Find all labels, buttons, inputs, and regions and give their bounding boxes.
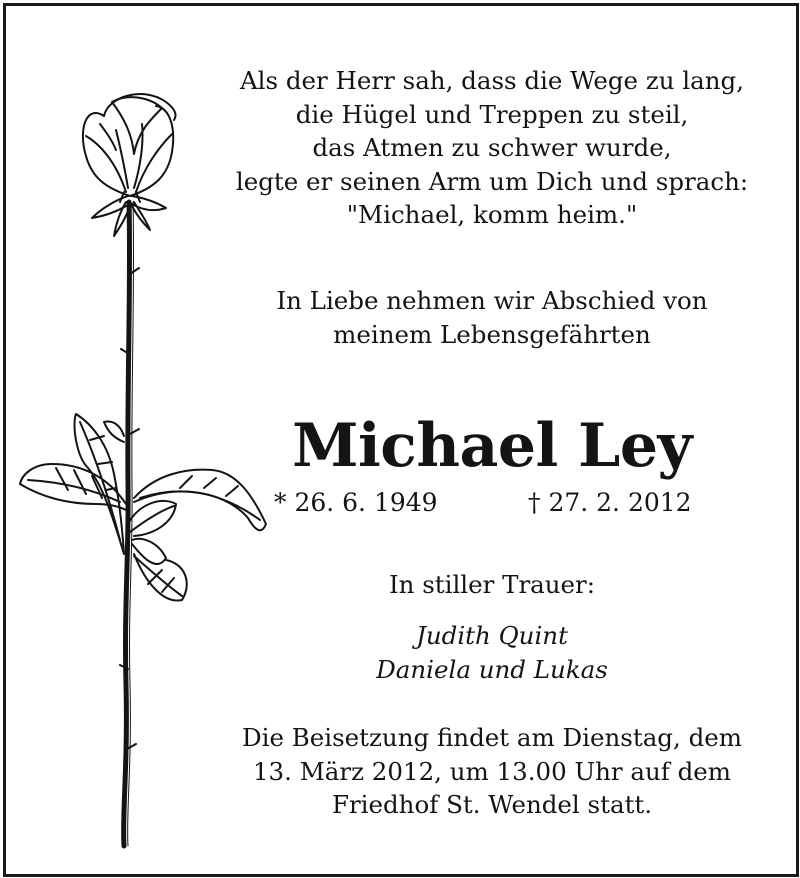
poem-line: legte er seinen Arm um Dich und sprach: [235,166,749,196]
farewell-intro [222,284,762,351]
poem [222,64,762,232]
funeral-line: Die Beisetzung findet am Dienstag, dem [242,723,742,752]
mourner-name: Daniela und Lukas [376,654,608,684]
deceased-name: Michael Ley [292,411,692,481]
mourner-name: Judith Quint [416,621,568,650]
poem-line: die Hügel und Treppen zu steil, [295,99,689,129]
intro-line: In Liebe nehmen wir Abschied von [276,286,708,315]
mourning-label: In stiller Trauer: [388,570,596,599]
poem-line: das Atmen zu schwer wurde, [312,133,672,162]
funeral-line: 13. März 2012, um 13.00 Uhr auf dem [252,756,732,786]
mourners-list [222,619,762,686]
intro-line: meinem Lebensgefährten [333,319,651,349]
death-date: † 27. 2. 2012 [528,488,692,517]
funeral-line: Friedhof St. Wendel statt. [331,790,653,819]
birth-date: * 26. 6. 1949 [274,488,438,517]
funeral-details [222,721,762,822]
poem-line: "Michael, komm heim." [346,200,638,229]
obituary-notice [3,3,799,877]
poem-line: Als der Herr sah, dass die Wege zu lang, [239,66,745,95]
